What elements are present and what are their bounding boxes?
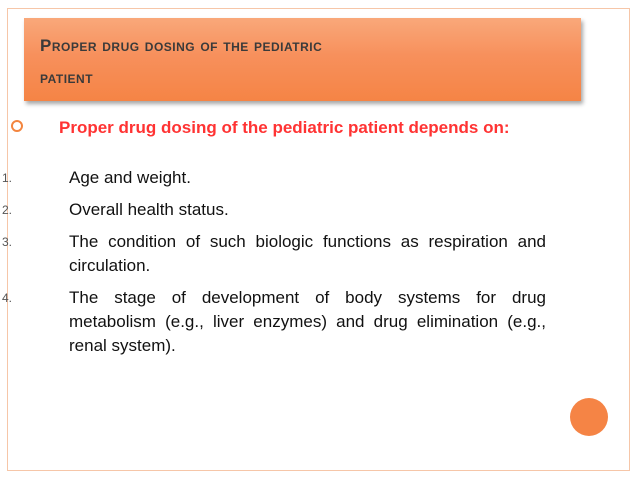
list-number: 3. <box>2 235 13 249</box>
title-bar <box>24 18 581 101</box>
list-item <box>0 166 600 190</box>
list-item-text: The stage of development of body systems for drug metabolism (e.g., liver enzymes) and drug elimination (e.g., renal system). <box>69 288 546 355</box>
list-item-text: Overall health status. <box>69 200 229 219</box>
list-number: 2. <box>2 203 13 217</box>
list-item <box>0 230 600 278</box>
bullet-item <box>0 116 600 166</box>
list-item <box>0 198 600 222</box>
list-item <box>0 286 600 358</box>
slide-content <box>0 116 600 366</box>
decorative-circle <box>570 398 608 436</box>
circle-bullet-icon <box>11 120 23 132</box>
list-number: 1. <box>2 171 13 185</box>
list-item-text: Age and weight. <box>69 168 191 187</box>
list-number: 4. <box>2 291 13 305</box>
slide-title: Proper drug dosing of the pediatric patient <box>40 36 323 87</box>
bullet-text: Proper drug dosing of the pediatric patient depends on: <box>59 118 510 137</box>
list-item-text: The condition of such biologic functions as respiration and circulation. <box>69 232 546 275</box>
